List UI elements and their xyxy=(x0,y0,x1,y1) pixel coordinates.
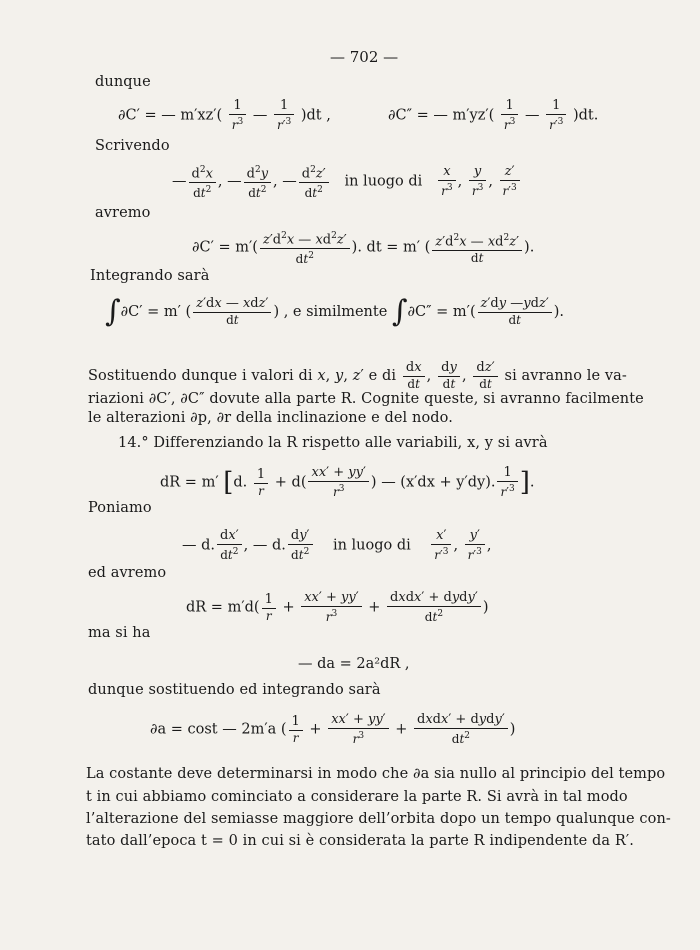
paragraph-1-line-2: riazioni ∂C′, ∂C″ dovute alla parte R. Cognite queste, si avranno facilmente xyxy=(88,391,644,407)
final-line-1: La costante deve determinarsi in modo che ∂a sia nullo al principio del tempo xyxy=(86,766,666,782)
equation-4-lhs: ∂C′ = m′ ( xyxy=(120,304,192,320)
equation-3-mid: ). dt = m′ ( xyxy=(351,239,431,256)
equation-5-plus: + d( xyxy=(274,474,307,491)
text-avremo: avremo xyxy=(95,205,151,221)
equation-2: — $\frac{d^2x}{dt^2}$ , — $\frac{d^2y}{dt^2}$ , — $\frac{d^2z'}{dt^2}$ in luogo di $\frac{x}{r^3}$ , $\frac{y}{r^3}$ , $\frac{z'}{r'^3}$ xyxy=(172,162,522,201)
equation-5-d: d. xyxy=(233,474,248,491)
equation-9: ∂a = cost — 2m′a ( $\frac{1}{r}$ + $\frac{xx' + yy'}{r^3}$ + $\frac{\text{dxdx′ + dydy′}}{dt^2}$ ) xyxy=(150,712,516,746)
equation-1b-lhs: ∂C″ = — m′yz′( xyxy=(388,107,495,124)
equation-4-end: ). xyxy=(553,304,565,320)
text-ed-avremo: ed avremo xyxy=(88,565,167,581)
equation-3-lhs: ∂C′ = m′( xyxy=(192,239,258,256)
text-dunque: dunque xyxy=(95,74,151,90)
text-dunque-sostituendo: dunque sostituendo ed integrando sarà xyxy=(88,682,381,698)
fraction: $\frac{1}{r'^3}$ xyxy=(546,98,566,133)
text-in-luogo-di-1: in luogo di xyxy=(344,173,423,190)
text-ma-si-ha: ma si ha xyxy=(88,625,151,641)
p1-text-b: si avranno le va- xyxy=(504,368,627,384)
fraction: $\frac{1}{r^3}$ xyxy=(229,98,246,133)
equation-4-mid: ) , e similmente xyxy=(273,304,388,320)
equation-5-lhs: dR = m′ xyxy=(160,474,219,491)
equation-8: — da = 2a²dR , xyxy=(298,656,410,672)
text-scrivendo: Scrivendo xyxy=(95,138,170,154)
equation-4: ∫∂C′ = m′ ( $\frac{\text{z′dx — xdz′}}{dt}$ ) , e similmente ∫∂C″ = m′( $\frac{\text{z′dy —ydz′}}{dt}$ ). xyxy=(105,294,565,329)
final-line-3: l’alterazione del semiasse maggiore dell’orbita dopo un tempo qualunque con- xyxy=(86,811,671,827)
equation-1b: ∂C″ = — m′yz′( $\frac{1}{r^3}$ — $\frac{1}{r'^3}$ )dt. xyxy=(388,98,599,132)
equation-4-lhs2: ∂C″ = m′( xyxy=(407,304,476,320)
equation-7-lhs: dR = m′d( xyxy=(186,599,260,616)
fraction: $\frac{1}{r'^3}$ xyxy=(274,98,294,133)
equation-1a-lhs: ∂C′ = — m′xz′( xyxy=(118,107,223,124)
equation-9-lhs: ∂a = cost — 2m′a ( xyxy=(150,721,287,738)
equation-3: ∂C′ = m′( $\frac{z'd^2x — xd^2z'}{dt^2}$ ). dt = m′ ( $\frac{z'd^2x — xd^2z'}{dt}$ ). xyxy=(192,228,534,267)
equation-6: — d. $\frac{dx'}{dt^2}$ , — d. $\frac{dy'}{dt^2}$ in luogo di $\frac{x'}{r'^3}$ , $\frac{y'}{r'^3}$ , xyxy=(182,528,492,562)
equation-5-close: ) — (x′dx + y′dy). xyxy=(370,474,496,491)
equation-1b-rhs: )dt. xyxy=(572,107,599,124)
equation-7: dR = m′d( $\frac{1}{r}$ + $\frac{xx' + yy'}{r^3}$ + $\frac{\text{dxdx′ + dydy′}}{dt^2}$ ) xyxy=(186,590,489,624)
page-number: — 702 — xyxy=(330,48,399,66)
p1-text-a: Sostituendo dunque i valori di xyxy=(88,368,313,384)
paragraph-2-line-1: 14.° Differenziando la R rispetto alle variabili, x, y si avrà xyxy=(118,435,548,451)
paragraph-1-line-3: le alterazioni ∂p, ∂r della inclinazione e del nodo. xyxy=(88,410,453,426)
equation-1a: ∂C′ = — m′xz′( $\frac{1}{r^3}$ — $\frac{1}{r'^3}$ )dt , xyxy=(118,98,331,132)
text-integrando: Integrando sarà xyxy=(90,268,210,284)
final-line-2: t in cui abbiamo cominciato a considerare la parte R. Si avrà in tal modo xyxy=(86,789,628,805)
final-line-4: tato dall’epoca t = 0 in cui si è considerata la parte R indipendente da R′. xyxy=(86,833,634,849)
equation-1a-rhs: )dt , xyxy=(300,107,331,124)
text-in-luogo-di-2: in luogo di xyxy=(332,537,411,554)
paragraph-1-line-1: Sostituendo dunque i valori di x, y, z′ e di $\frac{dx}{dt}$ , $\frac{dy}{dt}$ , $\frac{dz'}{dt}$ si avranno le va- xyxy=(88,360,627,391)
equation-5: dR = m′ [d. $\frac{1}{r}$ + d( $\frac{xx' + yy'}{r^3}$ ) — (x′dx + y′dy). $\frac{1}{r'^3}$ ]. xyxy=(160,465,535,499)
text-poniamo: Poniamo xyxy=(88,500,152,516)
fraction: $\frac{1}{r^3}$ xyxy=(501,98,518,133)
equation-3-end: ). xyxy=(524,239,535,256)
